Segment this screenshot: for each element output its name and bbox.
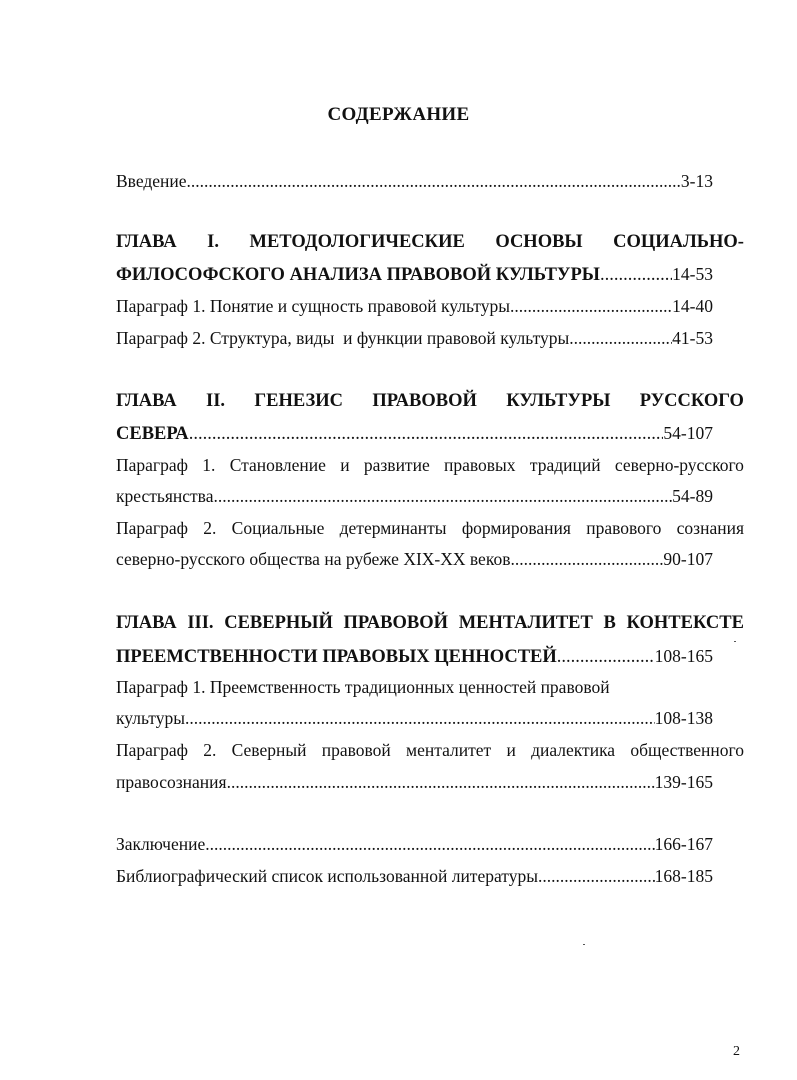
- heading-word: ПРАВОВОЙ: [372, 391, 477, 411]
- toc-page-range: 54-107: [663, 423, 713, 443]
- toc-entry-ch3-p1-line-2: [116, 708, 713, 734]
- heading-word: МЕНТАЛИТЕТ: [458, 613, 593, 633]
- leader-dots: [205, 834, 654, 855]
- entry-word: общественного: [630, 740, 744, 760]
- heading-word: ОСНОВЫ: [495, 232, 583, 252]
- entry-word: 2.: [203, 518, 217, 538]
- toc-entry-ch3-p2-line-2: [116, 772, 713, 798]
- toc-entry-bibliography: [116, 866, 713, 892]
- entry-word: Становление: [229, 455, 326, 475]
- leader-dots: [185, 708, 655, 729]
- leader-dots: [538, 866, 655, 887]
- toc-entry-ch1-p2: [116, 328, 713, 354]
- toc-page-range: 14-40: [672, 296, 713, 316]
- entry-word: и: [506, 740, 516, 760]
- toc-entry-ch3-p1-line-1: [116, 677, 744, 703]
- toc-entry-text: Заключение: [116, 834, 206, 854]
- leader-dots: [227, 772, 655, 793]
- toc-entry-text: СЕВЕРА: [116, 424, 189, 444]
- toc-entry-text: ПРЕЕМСТВЕННОСТИ ПРАВОВЫХ ЦЕННОСТЕЙ: [116, 647, 557, 667]
- scan-speck: [734, 641, 736, 642]
- toc-entry-text: Параграф 2. Структура, виды и функции правовой культуры: [116, 328, 570, 348]
- toc-entry-ch2-p1-line-2: [116, 486, 713, 512]
- leader-dots: [189, 424, 664, 445]
- toc-page-range: 41-53: [672, 328, 713, 348]
- entry-word: традиций: [529, 455, 601, 475]
- toc-page-range: 108-138: [654, 708, 713, 728]
- leader-dots: [557, 647, 654, 668]
- toc-entry-text: правосознания: [116, 772, 227, 792]
- heading-word: КОНТЕКСТЕ: [626, 613, 744, 633]
- entry-word: Северный: [231, 740, 307, 760]
- toc-entry-ch2-p1-line-1: [116, 455, 744, 481]
- entry-word: правового: [586, 518, 662, 538]
- entry-word: Социальные: [231, 518, 325, 538]
- toc-entry-text: Введение: [116, 171, 187, 191]
- chapter-1-heading-line-2: [116, 264, 713, 290]
- entry-word: северно-русского: [614, 455, 744, 475]
- page-number: 2: [733, 1044, 740, 1059]
- toc-entry-conclusion: [116, 834, 713, 860]
- entry-word: правовой: [321, 740, 391, 760]
- toc-entry-text: крестьянства: [116, 486, 214, 506]
- entry-word: Параграф: [116, 740, 188, 760]
- entry-word: Параграф: [116, 455, 188, 475]
- heading-word: I.: [207, 232, 219, 252]
- toc-page-range: 90-107: [663, 549, 713, 569]
- page-title: СОДЕРЖАНИЕ: [327, 104, 470, 125]
- heading-word: ПРАВОВОЙ: [343, 613, 449, 633]
- entry-word: формирования: [461, 518, 571, 538]
- heading-word: КУЛЬТУРЫ: [506, 391, 611, 411]
- heading-word: ГЛАВА: [116, 613, 177, 633]
- heading-word: СОЦИАЛЬНО-: [613, 232, 744, 252]
- leader-dots: [510, 296, 672, 317]
- leader-dots: [510, 549, 663, 570]
- toc-page-range: 108-165: [654, 646, 713, 666]
- toc-page-range: 14-53: [672, 264, 713, 284]
- entry-word: менталитет: [406, 740, 492, 760]
- heading-word: ГЕНЕЗИС: [254, 391, 343, 411]
- heading-word: ГЛАВА: [116, 232, 177, 252]
- leader-dots: [213, 486, 672, 507]
- chapter-2-heading-line-1: [116, 391, 744, 417]
- entry-word: 1.: [202, 455, 216, 475]
- toc-entry-text: Параграф 1. Понятие и сущность правовой культуры: [116, 296, 510, 316]
- toc-entry-text: культуры: [116, 708, 185, 728]
- entry-word: сознания: [676, 518, 744, 538]
- chapter-2-heading-line-2: [116, 423, 713, 449]
- toc-page-range: 166-167: [654, 834, 713, 854]
- heading-word: В: [603, 613, 616, 633]
- chapter-1-heading-line-1: [116, 232, 744, 258]
- toc-entry-ch1-p1: [116, 296, 713, 322]
- heading-word: ГЛАВА: [116, 391, 177, 411]
- entry-word: диалектика: [531, 740, 616, 760]
- toc-entry-intro: [116, 171, 713, 197]
- entry-word: правовых: [444, 455, 516, 475]
- toc-entry-text: Параграф 1. Преемственность традиционных ценностей правовой: [116, 677, 610, 697]
- heading-word: МЕТОДОЛОГИЧЕСКИЕ: [249, 232, 465, 252]
- toc-entry-ch3-p2-line-1: [116, 740, 744, 766]
- entry-word: и: [340, 455, 350, 475]
- toc-entry-text: Библиографический список использованной литературы: [116, 866, 538, 886]
- chapter-3-heading-line-2: [116, 646, 713, 672]
- entry-word: 2.: [203, 740, 217, 760]
- toc-page-range: 139-165: [654, 772, 713, 792]
- heading-word: РУССКОГО: [639, 391, 744, 411]
- toc-page-range: 3-13: [680, 171, 713, 191]
- leader-dots: [187, 171, 681, 192]
- entry-word: детерминанты: [339, 518, 447, 538]
- toc-page-range: 54-89: [672, 486, 713, 506]
- heading-word: II.: [206, 391, 226, 411]
- entry-word: развитие: [363, 455, 430, 475]
- toc-entry-ch2-p2-line-2: [116, 549, 713, 575]
- leader-dots: [600, 265, 672, 286]
- entry-word: Параграф: [116, 518, 188, 538]
- toc-entry-text: ФИЛОСОФСКОГО АНАЛИЗА ПРАВОВОЙ КУЛЬТУРЫ: [116, 265, 600, 285]
- scan-speck: [583, 944, 585, 945]
- heading-word: СЕВЕРНЫЙ: [224, 613, 333, 633]
- heading-word: III.: [187, 613, 214, 633]
- toc-page-range: 168-185: [654, 866, 713, 886]
- toc-entry-text: северно-русского общества на рубеже XIX-XX веков: [116, 549, 511, 569]
- chapter-3-heading-line-1: [116, 613, 744, 639]
- toc-entry-ch2-p2-line-1: [116, 518, 744, 544]
- leader-dots: [569, 328, 672, 349]
